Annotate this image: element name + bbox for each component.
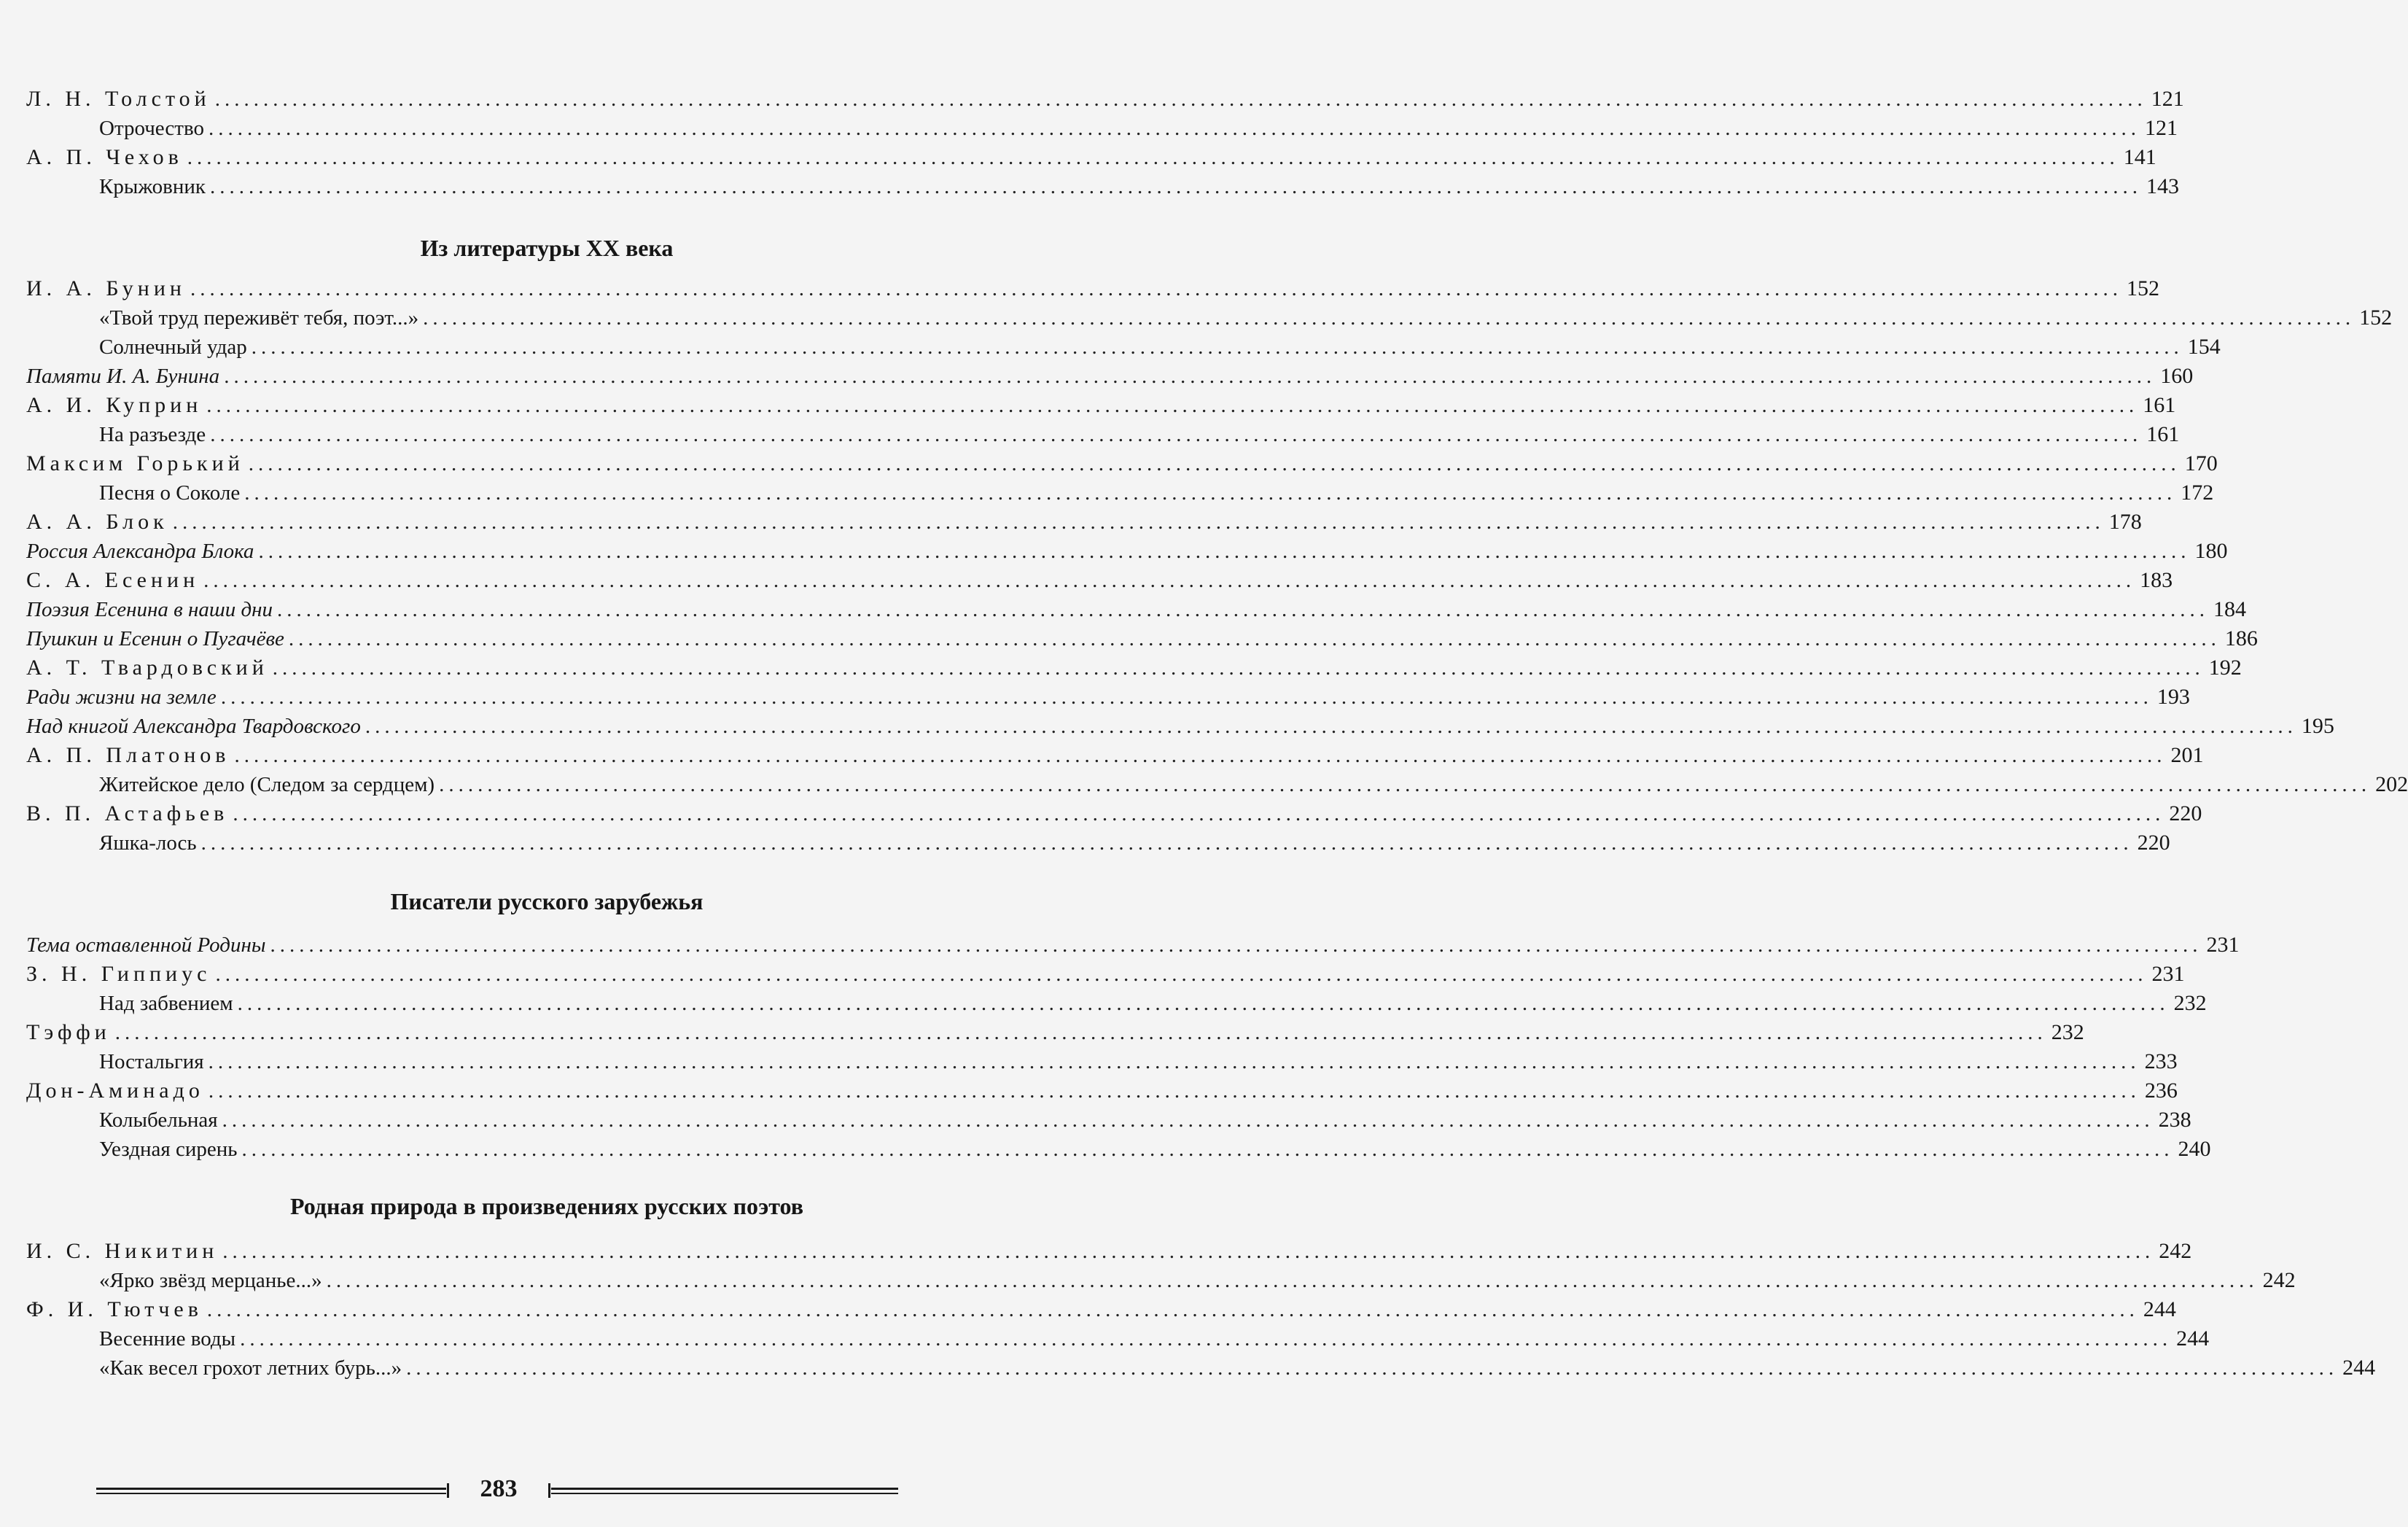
toc-entry-essay [26,683,2190,712]
dot-leader: ........................................................................................................................................................................................................ [248,452,2181,475]
toc-entry-work [26,770,2408,799]
toc-entry-work [26,303,2393,333]
dot-leader: ........................................................................................................................................................................................................ [326,1269,2259,1292]
dot-leader: ........................................................................................................................................................................................................ [258,540,2191,563]
page-ref: 152 [2359,306,2393,330]
toc-entry-work [26,828,2170,858]
toc-row [26,420,2180,449]
author-name: А. П. Платонов [26,741,230,770]
essay-title: Памяти И. А. Бунина [26,362,219,391]
toc-entry-essay [26,362,2194,391]
dot-leader: ........................................................................................................................................................................................................ [214,88,2147,111]
essay-title: Тема оставленной Родины [26,930,266,960]
toc-row [26,683,2190,712]
toc-row [26,741,2204,770]
toc-entry-author [26,391,2176,420]
dot-leader: ........................................................................................................................................................................................................ [187,146,2119,169]
page-ref: 231 [2151,962,2185,986]
footer-rule-right [551,1488,898,1495]
toc-entry-author [26,653,2242,683]
toc-entry-work [26,1047,2178,1076]
page-ref: 143 [2146,174,2179,198]
work-title: Колыбельная [26,1106,218,1135]
toc-row [26,303,2393,333]
page-ref: 240 [2178,1137,2211,1161]
dot-leader: ........................................................................................................................................................................................................ [172,510,2105,534]
dot-leader: ........................................................................................................................................................................................................ [234,744,2167,767]
toc-row [26,1135,2211,1164]
dot-leader: ........................................................................................................................................................................................................ [222,1240,2155,1263]
toc-entry-work [26,1353,2376,1383]
dot-leader: ........................................................................................................................................................................................................ [210,423,2143,446]
page-ref: 121 [2144,116,2178,140]
page-ref: 152 [2126,276,2159,300]
toc-entry-author [26,449,2218,478]
author-name: А. Т. Твардовский [26,653,268,683]
author-name: А. П. Чехов [26,143,183,172]
page-ref: 232 [2051,1020,2084,1044]
toc-row [26,143,2156,172]
page-ref: 220 [2169,801,2202,825]
dot-leader: ........................................................................................................................................................................................................ [208,117,2140,140]
work-title: Над забвением [26,989,233,1018]
page-ref: 201 [2170,743,2204,767]
toc-entry-author [26,1018,2084,1047]
toc-entry-essay [26,930,2240,960]
author-name: Максим Горький [26,449,244,478]
essay-title: Пушкин и Есенин о Пугачёве [26,624,284,653]
dot-leader: ........................................................................................................................................................................................................ [114,1021,2047,1044]
toc-entry-work [26,989,2207,1018]
dot-leader: ........................................................................................................................................................................................................ [288,627,2221,650]
dot-leader: ........................................................................................................................................................................................................ [220,685,2153,709]
page-ref: 220 [2137,831,2170,855]
page-ref: 121 [2151,87,2184,111]
page-ref: 161 [2146,422,2180,446]
toc-row [26,989,2207,1018]
page-ref: 236 [2144,1079,2178,1103]
toc-entry-author [26,85,2184,114]
author-name: А. А. Блок [26,508,168,537]
page-ref: 193 [2156,685,2190,709]
work-title: Житейское дело (Следом за сердцем) [26,770,435,799]
dot-leader: ........................................................................................................................................................................................................ [237,992,2170,1015]
page-ref: 231 [2206,933,2240,957]
author-name: И. А. Бунин [26,274,186,303]
page-ref: 244 [2342,1356,2376,1380]
toc-row [26,1266,2296,1295]
dot-leader: ........................................................................................................................................................................................................ [244,481,2177,505]
page-ref: 244 [2143,1297,2176,1321]
dot-leader: ........................................................................................................................................................................................................ [406,1356,2339,1380]
page-ref: 242 [2262,1268,2296,1292]
work-title: Весенние воды [26,1324,235,1353]
toc-row [26,1047,2178,1076]
page-ref: 238 [2158,1108,2191,1132]
toc-row [26,537,2228,566]
toc-row [26,391,2176,420]
toc-entry-author [26,1237,2192,1266]
page-ref: 184 [2213,597,2247,621]
toc-row [26,828,2170,858]
toc-entry-essay [26,537,2228,566]
work-title: Крыжовник [26,172,206,201]
page-ref: 170 [2184,451,2218,475]
dot-leader: ........................................................................................................................................................................................................ [277,598,2210,621]
work-title: На разъезде [26,420,206,449]
toc-row [26,333,2221,362]
toc-entry-author [26,274,2159,303]
toc-entry-author [26,960,2185,989]
work-title: Уездная сирень [26,1135,237,1164]
toc-row [26,508,2142,537]
author-name: В. П. Астафьев [26,799,228,828]
section-heading: Родная природа в произведениях русских поэтов [289,1193,804,1219]
dot-leader: ........................................................................................................................................................................................................ [222,1108,2154,1132]
toc-row [26,595,2247,624]
toc-entry-work [26,1106,2191,1135]
work-title: «Ярко звёзд мерцанье...» [26,1266,322,1295]
toc-entry-work [26,420,2180,449]
page-ref: 183 [2140,568,2173,592]
toc-row [26,653,2242,683]
dot-leader: ........................................................................................................................................................................................................ [365,715,2297,738]
page-ref: 154 [2187,335,2221,359]
dot-leader: ........................................................................................................................................................................................................ [206,1298,2139,1321]
page-ref: 232 [2173,991,2207,1015]
toc-entry-work [26,478,2214,508]
toc-row [26,114,2178,143]
toc-entry-essay [26,624,2258,653]
toc-row [26,1237,2192,1266]
work-title: Солнечный удар [26,333,247,362]
essay-title: Россия Александра Блока [26,537,254,566]
toc-row [26,624,2258,653]
toc-row [26,960,2185,989]
dot-leader: ........................................................................................................................................................................................................ [241,1138,2174,1161]
page-ref: 141 [2123,145,2156,169]
essay-title: Ради жизни на земле [26,683,217,712]
author-name: Дон-Аминадо [26,1076,204,1106]
page-ref: 195 [2301,714,2334,738]
page-ref: 172 [2181,481,2214,505]
page-ref: 192 [2208,656,2242,680]
work-title: Песня о Соколе [26,478,240,508]
page-ref: 161 [2143,393,2176,417]
work-title: «Как весел грохот летних бурь...» [26,1353,402,1383]
toc-row [26,1324,2210,1353]
toc-entry-work [26,172,2179,201]
author-name: А. И. Куприн [26,391,202,420]
toc-row [26,1106,2191,1135]
toc-entry-essay [26,712,2334,741]
toc-row [26,712,2334,741]
page-ref: 178 [2108,510,2142,534]
author-name: Ф. И. Тютчев [26,1295,203,1324]
toc-row [26,1295,2176,1324]
toc-entry-author [26,1076,2178,1106]
essay-title: Над книгой Александра Твардовского [26,712,361,741]
page-ref: 186 [2224,626,2258,650]
author-name: Тэффи [26,1018,111,1047]
footer-rule-left [96,1488,446,1495]
toc-row [26,1076,2178,1106]
page-ref: 242 [2159,1239,2192,1263]
toc-entry-author [26,566,2173,595]
toc-row [26,1353,2376,1383]
work-title: Яшка-лось [26,828,197,858]
toc-entry-work [26,1266,2296,1295]
page-ref: 160 [2160,364,2194,388]
dot-leader: ........................................................................................................................................................................................................ [240,1327,2173,1351]
dot-leader: ........................................................................................................................................................................................................ [251,335,2183,359]
toc-row [26,362,2194,391]
toc-entry-author [26,1295,2176,1324]
toc-row [26,478,2214,508]
dot-leader: ........................................................................................................................................................................................................ [206,394,2139,417]
dot-leader: ........................................................................................................................................................................................................ [203,569,2136,592]
author-name: З. Н. Гиппиус [26,960,211,989]
dot-leader: ........................................................................................................................................................................................................ [272,656,2205,680]
author-name: И. С. Никитин [26,1237,218,1266]
toc-entry-work [26,1135,2211,1164]
work-title: «Твой труд переживёт тебя, поэт...» [26,303,418,333]
toc-row [26,1018,2084,1047]
page-ref: 180 [2194,539,2228,563]
dot-leader: ........................................................................................................................................................................................................ [208,1079,2140,1103]
page-ref: 233 [2144,1049,2178,1073]
author-name: Л. Н. Толстой [26,85,211,114]
toc-entry-work [26,114,2178,143]
section-heading: Из литературы XX века [420,235,674,261]
toc-entry-author [26,508,2142,537]
dot-leader: ........................................................................................................................................................................................................ [215,963,2148,986]
dot-leader: ........................................................................................................................................................................................................ [208,1050,2140,1073]
toc-entry-work [26,1324,2210,1353]
dot-leader: ........................................................................................................................................................................................................ [423,306,2356,330]
page-ref: 244 [2176,1326,2210,1351]
toc-row [26,449,2218,478]
dot-leader: ........................................................................................................................................................................................................ [200,831,2133,855]
author-name: С. А. Есенин [26,566,199,595]
toc-row [26,172,2179,201]
work-title: Ностальгия [26,1047,204,1076]
section-heading: Писатели русского зарубежья [390,888,704,914]
toc-entry-author [26,799,2202,828]
toc-row [26,274,2159,303]
dot-leader: ........................................................................................................................................................................................................ [209,175,2142,198]
toc-entry-work [26,333,2221,362]
dot-leader: ........................................................................................................................................................................................................ [439,773,2372,796]
toc-row [26,770,2408,799]
dot-leader: ........................................................................................................................................................................................................ [224,365,2156,388]
toc-row [26,799,2202,828]
dot-leader: ........................................................................................................................................................................................................ [233,802,2165,825]
dot-leader: ........................................................................................................................................................................................................ [190,277,2122,300]
toc-entry-author [26,741,2204,770]
toc-entry-essay [26,595,2247,624]
toc-row [26,85,2184,114]
work-title: Отрочество [26,114,204,143]
toc-entry-author [26,143,2156,172]
page-number: 283 [480,1475,518,1502]
toc-row [26,566,2173,595]
page-ref: 202 [2375,772,2408,796]
essay-title: Поэзия Есенина в наши дни [26,595,273,624]
toc-row [26,930,2240,960]
dot-leader: ........................................................................................................................................................................................................ [270,933,2202,957]
